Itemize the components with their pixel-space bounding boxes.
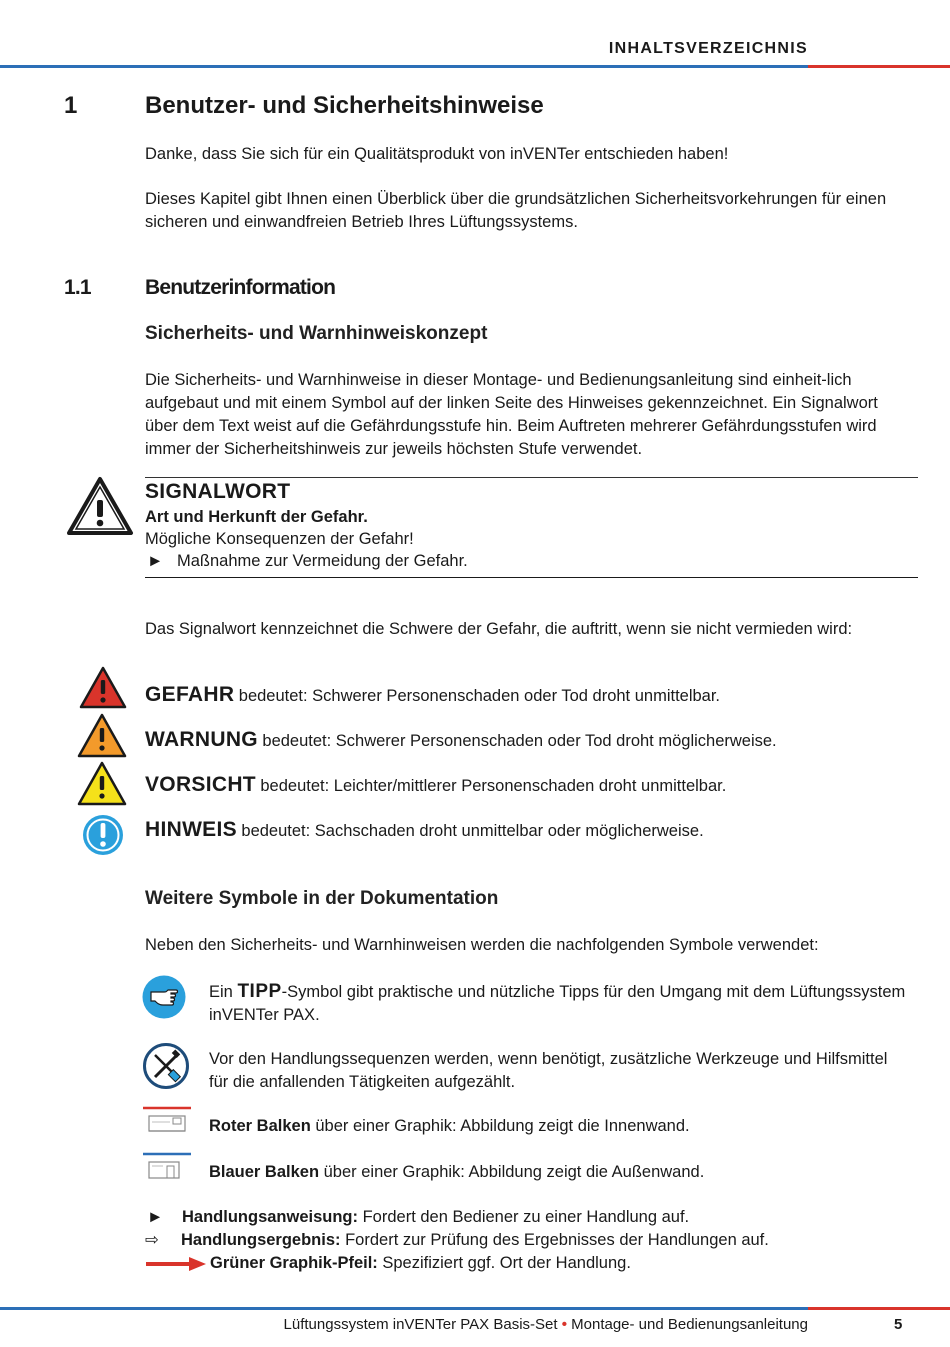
chapter-title: Benutzer- und Sicherheitshinweise	[145, 92, 544, 119]
result-description	[181, 1229, 769, 1252]
intro-paragraph-2: Dieses Kapitel gibt Ihnen einen Überblick über die grundsätzlichen Sicherheitsvorkehrungen für einen sicheren und einwandfreien Betrieb Ihres Lüftungssystems.	[145, 190, 887, 231]
red-bar-description	[209, 1115, 690, 1138]
running-header: INHALTSVERZEICHNIS	[608, 40, 808, 57]
level-text-gefahr: bedeutet: Schwerer Personenschaden oder Tod droht unmittelbar.	[238, 687, 721, 705]
level-text-vorsicht: bedeutet: Leichter/mittlerer Personenschaden droht unmittelbar.	[260, 777, 727, 795]
result-marker: ⇨	[145, 1231, 159, 1249]
general-warning-icon	[66, 476, 134, 536]
footer-bullet: •	[561, 1316, 567, 1333]
symbols-intro: Neben den Sicherheits- und Warnhinweisen werden die nachfolgenden Symbole verwendet:	[145, 936, 819, 954]
footer-doc: Montage- und Bedienungsanleitung	[571, 1316, 808, 1333]
signal-intro-paragraph: Das Signalwort kennzeichnet die Schwere der Gefahr, die auftritt, wenn sie nicht vermieden wird:	[145, 620, 853, 638]
arrow-text: Spezifiziert ggf. Ort der Handlung.	[377, 1254, 631, 1272]
blue-bar-description	[209, 1161, 704, 1184]
red-arrow-icon	[145, 1256, 207, 1272]
arrow-description	[210, 1252, 631, 1275]
concept-paragraph: Die Sicherheits- und Warnhinweise in dieser Montage- und Bedienungsanleitung sind einheit-lich aufgebaut und mit einem Symbol auf der linken Seite des Hinweises gekennzeichnet. Ein Signalwort über dem Text weist auf die Gefährdungsstufe hin. Beim Auftreten mehrerer Gefährdungsstufen wird immer der Sicherheitshinweis zur jeweils höchsten Stufe verwendet.	[145, 371, 878, 458]
interior-wall-icon	[143, 1106, 191, 1136]
level-word-hinweis: HINWEIS	[145, 818, 237, 841]
footer-rule-blue	[0, 1307, 808, 1310]
result-text: Fordert zur Prüfung des Ergebnisses der Handlungen auf.	[340, 1231, 769, 1249]
blue-bar-text: über einer Graphik: Abbildung zeigt die Außenwand.	[319, 1163, 705, 1181]
bullet-marker: ►	[147, 552, 164, 570]
page-number: 5	[894, 1316, 903, 1333]
level-text-hinweis: bedeutet: Sachschaden droht unmittelbar oder möglicherweise.	[241, 822, 704, 840]
chapter-number: 1	[64, 92, 78, 119]
box-bottom-rule	[145, 577, 918, 578]
footer-product: Lüftungssystem inVENTer PAX Basis-Set	[283, 1316, 558, 1333]
header-rule-blue	[0, 65, 808, 68]
arrow-label: Grüner Graphik-Pfeil:	[210, 1254, 378, 1272]
footer-title	[284, 1316, 808, 1333]
level-word-gefahr: GEFAHR	[145, 683, 235, 706]
blue-bar-label: Blauer Balken	[209, 1163, 320, 1181]
instruction-label: Handlungsanweisung:	[182, 1208, 359, 1226]
tip-description	[209, 980, 909, 1027]
warning-triangle-icon	[77, 713, 127, 758]
tip-post: -Symbol gibt praktische und nützliche Tipps für den Umgang mit dem Lüftungssystem inVENTer PAX.	[209, 983, 906, 1024]
signalword-label: SIGNALWORT	[145, 480, 291, 503]
section-title: Benutzerinformation	[145, 276, 336, 299]
instruction-marker: ►	[147, 1208, 164, 1226]
red-bar-label: Roter Balken	[209, 1117, 311, 1135]
instruction-description	[182, 1206, 689, 1229]
footer-rule-red	[808, 1307, 950, 1310]
hazard-consequence-line: Mögliche Konsequenzen der Gefahr!	[145, 530, 414, 548]
tools-icon	[143, 1043, 189, 1089]
notice-circle-icon	[82, 814, 124, 856]
level-word-vorsicht: VORSICHT	[145, 773, 256, 796]
instruction-text: Fordert den Bediener zu einer Handlung auf.	[358, 1208, 690, 1226]
level-text-warnung: bedeutet: Schwerer Personenschaden oder Tod droht möglicherweise.	[262, 732, 777, 750]
symbols-heading: Weitere Symbole in der Dokumentation	[145, 888, 499, 909]
level-word-warnung: WARNUNG	[145, 728, 258, 751]
exterior-wall-icon	[143, 1152, 191, 1182]
result-label: Handlungsergebnis:	[181, 1231, 341, 1249]
box-top-rule	[145, 477, 918, 478]
header-rule-red	[808, 65, 950, 68]
caution-triangle-icon	[77, 761, 127, 806]
pointing-hand-icon	[142, 975, 186, 1019]
tip-pre: Ein	[209, 983, 238, 1001]
danger-triangle-icon	[79, 666, 127, 709]
red-bar-text: über einer Graphik: Abbildung zeigt die Innenwand.	[310, 1117, 690, 1135]
section-number: 1.1	[64, 276, 91, 299]
intro-paragraph-1: Danke, dass Sie sich für ein Qualitätsprodukt von inVENTer entschieden haben!	[145, 145, 729, 163]
hazard-type-line: Art und Herkunft der Gefahr.	[145, 508, 368, 526]
hazard-measure-line: Maßnahme zur Vermeidung der Gefahr.	[177, 552, 468, 570]
concept-heading: Sicherheits- und Warnhinweiskonzept	[145, 323, 488, 344]
tools-description: Vor den Handlungssequenzen werden, wenn benötigt, zusätzliche Werkzeuge und Hilfsmittel für die anfallenden Tätigkeiten aufgezählt.	[209, 1050, 888, 1091]
tip-word: TIPP	[237, 981, 282, 1002]
